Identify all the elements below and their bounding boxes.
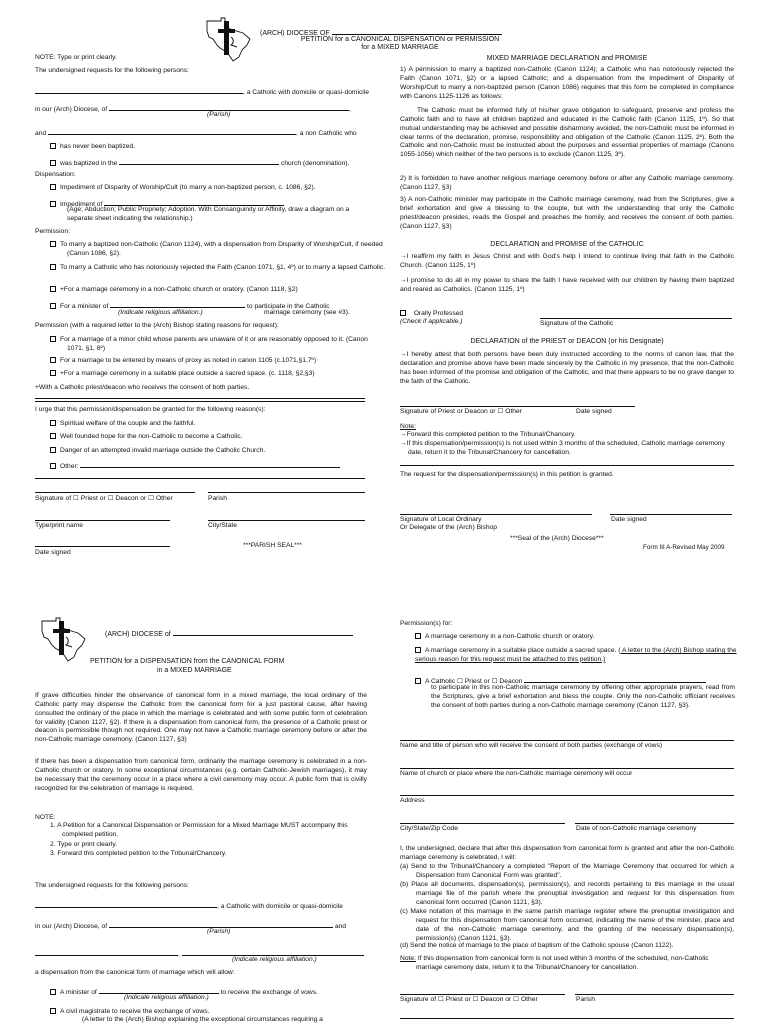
parish-line[interactable] [208,492,365,493]
form-id: Form III A-Revised May 2009 [643,544,725,551]
or-delegate-label: Or Delegate of the (Arch) Bishop [400,524,498,531]
diocese-label-2: (ARCH) DIOCESE of [105,631,171,638]
in-diocese-text: in our (Arch) Diocese, of [35,106,108,113]
diocese-label: (ARCH) DIOCESE OF [260,30,330,37]
name-title-label: Name and title of person who will receive the consent of both parties (exchange of vows) [400,742,663,749]
reason-other-field[interactable] [80,460,340,468]
form2-parish-field[interactable] [109,920,333,928]
canon-p4: 3) A non-Catholic minister may participate in the Catholic marriage ceremony, read from the Scriptures, give a brief exhortation and give a blessing to the couple, but with the understanding that only the Catholic priest/deacon presides, reads the Gospel and preaches the homily, and receives the consent of both parties. (Canon 1127, §3) [400,196,734,230]
perm-minor-text: For a marriage of a minor child whose parents are unaware of it or are reasonably opposed to it. (Canon 1071, §1, 6º) [60,336,368,352]
diocese-seal-label: ***Seal of the (Arch) Diocese*** [510,535,604,542]
perm-minister-text-2: to participate in the Catholic [247,303,330,310]
type-name-label: Type/print name [35,522,83,529]
form2-catholic-field[interactable] [35,900,217,908]
type-name-line[interactable] [35,520,170,521]
perm-baptized-text: To marry a baptized non-Catholic (Canon 1124), with a dispensation from Disparity of Worship/Cult, if needed (Canon 1086, §2). [60,241,383,257]
perm-non-catholic-church-text-2: A marriage ceremony in a non-Catholic church or oratory. [425,633,595,640]
baptized-in-checkbox[interactable] [50,160,56,166]
note-label: Note: [400,423,416,430]
non-catholic-name-field[interactable] [48,127,296,135]
reason-spiritual-checkbox[interactable] [50,420,56,426]
impediment-field[interactable] [104,198,284,206]
catholic-priest-text: A Catholic ☐ Priest or ☐ Deacon [425,678,523,685]
final-signature-label: Signature of ☐ Priest or ☐ Deacon or ☐ Other [400,996,538,1003]
religious-aff-caption: (Indicate religious affiliation.) [118,309,203,316]
parish-label: Parish [208,495,227,502]
note-text: NOTE: Type or print clearly. [35,54,117,61]
catholic-priest-checkbox[interactable] [415,678,421,684]
declare-text: I, the undersigned, declare that after this dispensation from canonical form is granted and after the non-Catholic marriage ceremony is celebrated, I will: [400,845,734,861]
catholic-name-field[interactable] [35,86,243,94]
impediment-text: Impediment of [60,201,103,208]
non-catholic-line-text: , a non Catholic who [296,130,357,137]
reason-other-checkbox[interactable] [50,463,56,469]
section-divider [35,398,365,402]
church-name-label: Name of church or place where the non-Catholic marriage ceremony will occur [400,770,633,777]
perm-non-catholic-church-text: +For a marriage ceremony in a non-Catholic church or oratory. (Canon 1118, §2) [60,286,298,293]
address-label: Address [400,797,425,804]
perm-lapsed-text: To marry a Catholic who has notoriously rejected the Faith (Canon 1071, §1, 4º) or to marry a lapsed Catholic. [60,264,386,271]
petition-subtitle: for a MIXED MARRIAGE [361,44,439,51]
parish-caption: (Parish) [207,111,231,118]
reason-other-text: Other: [60,463,79,470]
note-label-2: Note: [400,955,416,962]
mixed-marriage-heading: MIXED MARRIAGE DECLARATION and PROMISE [486,55,648,62]
petition-title: PETITION for a CANONICAL DISPENSATION or PERMISSION [300,36,500,43]
catholic-priest-participation: to participate in this non-Catholic marriage ceremony by offering other appropriate prayers, read from the Scriptures, give a brief exhortation and bless the couple. Only the non-Catholic officiant receives the consent of both parties during a non-Catholic marriage ceremony (Canon 1127, §3). [431,684,735,709]
perm-minister-checkbox[interactable] [50,303,56,309]
form2-in-diocese: in our (Arch) Diocese, of [35,923,108,930]
city-state-line[interactable] [208,520,365,521]
perm-minister-text-3: marriage ceremony (see #3). [264,309,350,316]
perm-minister-text: For a minister of [60,303,109,310]
form2-p1: If grave difficulties hinder the observance of canonical form in a mixed marriage, the local ordinary of the Catholic party may dispense the Catholic from the canonical form for a just pastoral cause, after having consulted the ordinary of the place in which the marriage is celebrated and with some public form of celebration for validity (Canon 1127, §2). If there is a dispensation from canonical form, the presence of a Catholic priest or deacon is permissible though not required. One may not have a Catholic marriage ceremony before or after the non-Catholic marriage ceremony. (Canon 1127, §3) [35,692,367,744]
form2-minister-field[interactable] [99,986,219,994]
other-line [35,478,365,479]
granted-text: The request for the dispensation/permission(s) in this petition is granted. [400,471,614,478]
minister-field[interactable] [110,300,245,308]
ceremony-date-line[interactable] [575,823,734,824]
catholic-signature-label: Signature of the Catholic [540,320,614,327]
church-field[interactable] [119,157,279,165]
form2-catholic-text: , a Catholic with domicile or quasi-domicile [217,903,343,910]
perm-suitable-place-checkbox[interactable] [50,370,56,376]
declaration-2: →I promise to do all in my power to share the faith I have received with our children by having them baptized and reared as Catholics. (Canon 1125, 1º) [400,277,734,293]
form2-and: and [334,923,346,930]
petition-subtitle-2: in a MIXED MARRIAGE [157,667,232,674]
church-name-line[interactable] [400,768,734,769]
intro-text: The undersigned requests for the following persons: [35,67,189,74]
form2-non-catholic-field[interactable] [35,948,178,956]
form2-note-3: 3. Forward this completed petition to the Tribunal/Chancery. [50,850,227,857]
perm-baptized-checkbox[interactable] [50,241,56,247]
baptized-in-text: was baptized in the [60,160,118,167]
priest-date-line[interactable] [575,406,635,407]
permissions-for-heading: Permission(s) for: [400,620,453,627]
reason-hope-checkbox[interactable] [50,433,56,439]
will-b: (b) Place all documents, dispensation(s), permission(s), and records pertaining to this marriage in the usual marriage file of the parish where the prenuptial investigation and request for this dispensation from canonical form occurred (Canon 1121, §3). [400,881,734,906]
never-baptized-text: has never been baptized. [60,143,136,150]
perm-suitable-place-text: +For a marriage ceremony in a suitable place outside a sacred space. (c. 1118, §2,§3) [60,370,315,377]
form2-parish-caption: (Parish) [207,928,231,935]
disparity-checkbox[interactable] [50,184,56,190]
impediment-checkbox[interactable] [50,201,56,207]
form2-civil-text: A civil magistrate to receive the exchange of vows. [60,1008,210,1015]
ordinary-date-label: Date signed [611,516,647,523]
form2-dispensation-line: a dispensation from the canonical form of marriage which will allow: [35,969,235,976]
note-cancellation: →If this dispensation/permission(s) is not used within 3 months of the scheduled, Catholic marriage ceremony date, return it to the Tribunal/Chancery for cancellation. [400,440,725,456]
form2-note-1: 1. A Petition for a Canonical Dispensation or Permission for a Mixed Marriage MUST accompany this completed petition. [50,822,348,838]
catholic-line-text: , a Catholic with domicile or quasi-domicile [243,89,369,96]
ceremony-date-label: Date of non-Catholic marriage ceremony [576,825,697,832]
ordinary-signature-label: Signature of Local Ordinary [400,516,482,523]
declaration-1: →I reaffirm my faith in Jesus Christ and with God's help I intend to continue living that faith in the Catholic Church. (Canon 1125, 1º) [400,253,734,269]
final-parish-label: Parish [576,996,595,1003]
ordinary-date-line[interactable] [610,514,732,515]
form2-indicate-aff: (Indicate religious affiliation.) [124,994,209,1001]
address-line[interactable] [400,795,734,796]
impediment-note: (Age; Abduction; Public Propriety; Adoption. With Consanguinity or Affinity, draw a diagram on a separate sheet indicating the relationship.) [67,206,350,222]
form2-p2: If there has been a dispensation from canonical form, ordinarily the marriage ceremony is celebrated in a non-Catholic church or oratory. In some exceptional circumstances (e.g. certain Catholic-Jewish marriages), it may be necessary that the ceremony occur in a place where a civil ceremony may occur. A public form that is civilly recognized for the celebration of marriage is required. [35,758,367,792]
form2-affiliation-caption: (Indicate religious affiliation.) [232,956,317,963]
will-a: (a) Send to the Tribunal/Chancery a completed "Report of the Marriage Ceremony that occurred for which a Dispensation from Canonical Form was granted". [400,863,734,879]
church-denom-text: church (denomination). [280,160,350,167]
parish-seal-label: ***PARISH SEAL*** [243,542,302,549]
catholic-priest-field[interactable] [524,675,706,683]
declaration-heading: DECLARATION and PROMISE of the CATHOLIC [490,241,644,248]
catholic-signature-line[interactable] [540,318,732,319]
petition-title-2: PETITION for a DISPENSATION from the CANONICAL FORM [90,658,285,665]
never-baptized-checkbox[interactable] [50,143,56,149]
form2-minister-checkbox[interactable] [50,989,56,995]
form2-note-label: NOTE: [35,814,56,821]
priest-attest: →I hereby attest that both persons have been duly instructed according to the norms of canon law, that the declaration and promise above have been made sincerely by the Catholic in my presence, that the non-Catholic has been informed of the promise and obligation of the Catholic, and that there appears to be no grave danger to the faith of the Catholic. [400,351,734,385]
granted-divider [400,465,734,466]
permission-heading: Permission: [35,228,70,235]
orally-professed-checkbox[interactable] [400,310,406,316]
perm-suitable-place-checkbox-2[interactable] [415,647,421,653]
reason-danger-text: Danger of an attempted invalid marriage outside the Catholic Church. [60,447,266,454]
perm-proxy-text: For a marriage to be entered by means of proxy as noted in canon 1105 (c.1071,§1,7º) [60,357,317,364]
perm-non-catholic-church-checkbox[interactable] [50,286,56,292]
city-state-label: City/State [208,522,237,529]
canon-p1: 1) A permission to marry a baptized non-Catholic (Canon 1124); a Catholic who has notoriously rejected the Faith (Canon 1071, §2) or a lapsed Catholic; and a dispensation from the Impediment of Disparity of Worship/Cult to marry a non-baptized person (Canon 1086) requires that this form be completed in compliance with Canons 1125-1126 as follows: [400,66,734,100]
parish-field[interactable] [109,103,349,111]
form2-intro: The undersigned requests for the following persons: [35,882,189,889]
will-c: (c) Make notation of this marriage in the same parish marriage register where the prenuptial investigation and request for this dispensation from canonical form occurred, indicating the name of the minister, place and date of the non-Catholic marriage ceremony, and the granting of the necessary dispensation(s), permission(s) (Canon 1121, §3). [400,908,734,942]
form2-to-receive: to receive the exchange of vows. [220,989,318,996]
city-zip-line[interactable] [400,823,565,824]
reason-spiritual-text: Spiritual welfare of the couple and the faithful. [60,420,196,427]
perm-suitable-place-text-2: A marriage ceremony in a suitable place outside a sacred space. [425,647,617,654]
sig-priest-label: Signature of ☐ Priest or ☐ Deacon or ☐ Other [35,495,173,502]
form2-note-2: 2. Type or print clearly. [50,841,118,848]
date-signed-line[interactable] [35,546,170,547]
note-text-2: If this dispensation from canonical form is not used within 3 months of the scheduled, non-Catholic marriage ceremony date, return it to the Tribunal/Chancery for cancellation. [415,955,709,971]
dispensation-heading: Dispensation: [35,171,76,178]
perm2-heading: Permission (with a required letter to the (Arch) Bishop stating reasons for request): [35,322,279,329]
date-signed-label: Date signed [35,549,71,556]
final-signature-line[interactable] [400,994,565,995]
texas-cross-logo [203,17,255,63]
final-parish-line[interactable] [575,994,734,995]
diocese-field[interactable] [332,27,502,35]
form2-civil-checkbox[interactable] [50,1008,56,1014]
priest-signature-label: Signature of Priest or Deacon or ☐ Other [400,408,522,415]
orally-professed-text: Orally Professed [413,310,464,317]
perm-lapsed-checkbox[interactable] [50,264,56,270]
reason-danger-checkbox[interactable] [50,447,56,453]
form2-minister-text: A minister of [60,989,97,996]
disparity-text: Impediment of Disparity of Worship/Cult (to marry a non-baptized person, c. 1086, §2). [60,184,316,191]
form2-civil-note: (A letter to the (Arch) Bishop explaining the exceptional circumstances requiring a [82,1016,323,1023]
bottom-line[interactable] [400,1018,734,1019]
perm-minor-checkbox[interactable] [50,336,56,342]
priest-date-label: Date signed [576,408,612,415]
perm-non-catholic-church-checkbox-2[interactable] [415,633,421,639]
note-forward: →Forward this completed petition to the Tribunal/Chancery. [400,431,576,438]
and-text: and [35,130,47,137]
plus-note: +With a Catholic priest/deacon who receives the consent of both parties. [35,384,250,391]
signature-line[interactable] [35,492,195,493]
name-title-line[interactable] [400,740,734,741]
reason-hope-text: Well founded hope for the non-Catholic to become a Catholic. [60,433,243,440]
perm-proxy-checkbox[interactable] [50,357,56,363]
check-if-applicable: (Check if applicable.) [400,318,463,325]
priest-signature-line[interactable] [400,406,592,407]
will-d: (d) Send the notice of marriage to the place of baptism of the Catholic spouse (Canon 1122). [400,942,674,949]
canon-p2: The Catholic must be informed fully of his/her grave obligation to safeguard, preserve and profess the Catholic faith and to have all children baptized and educated in the Catholic faith (Canon 1125, 1º). So that mutual understanding may be achieved and possible disharmony avoided, the non-Catholic must be informed in clear terms of the declaration, promise, responsibility and obligation of the Catholic (Canon 1125, 2º). Both the Catholic and non-Catholic must be instructed about the purposes and essential properties of marriage (Canons 1055-1056) which neither of the two persons is to exclude (Canon 1125, 3º). [400,107,734,159]
letter-required-text: A letter to the (Arch) Bishop stating the serious reason for this request must be attached to this petition.) [415,647,737,663]
ordinary-signature-line[interactable] [400,514,592,515]
diocese-field-2[interactable] [173,628,353,636]
canon-p3: 2) It is forbidden to have another religious marriage ceremony before or after any Catholic marriage ceremony. (Canon 1127, §3) [400,175,734,191]
texas-cross-logo-2 [38,617,90,663]
form2-affiliation-field[interactable] [182,948,364,956]
urge-heading: I urge that this permission/dispensation be granted for the following reason(s): [35,406,266,413]
city-zip-label: City/State/Zip Code [400,825,458,832]
priest-declaration-heading: DECLARATION of the PRIEST or DEACON (or his Designate) [470,338,664,345]
